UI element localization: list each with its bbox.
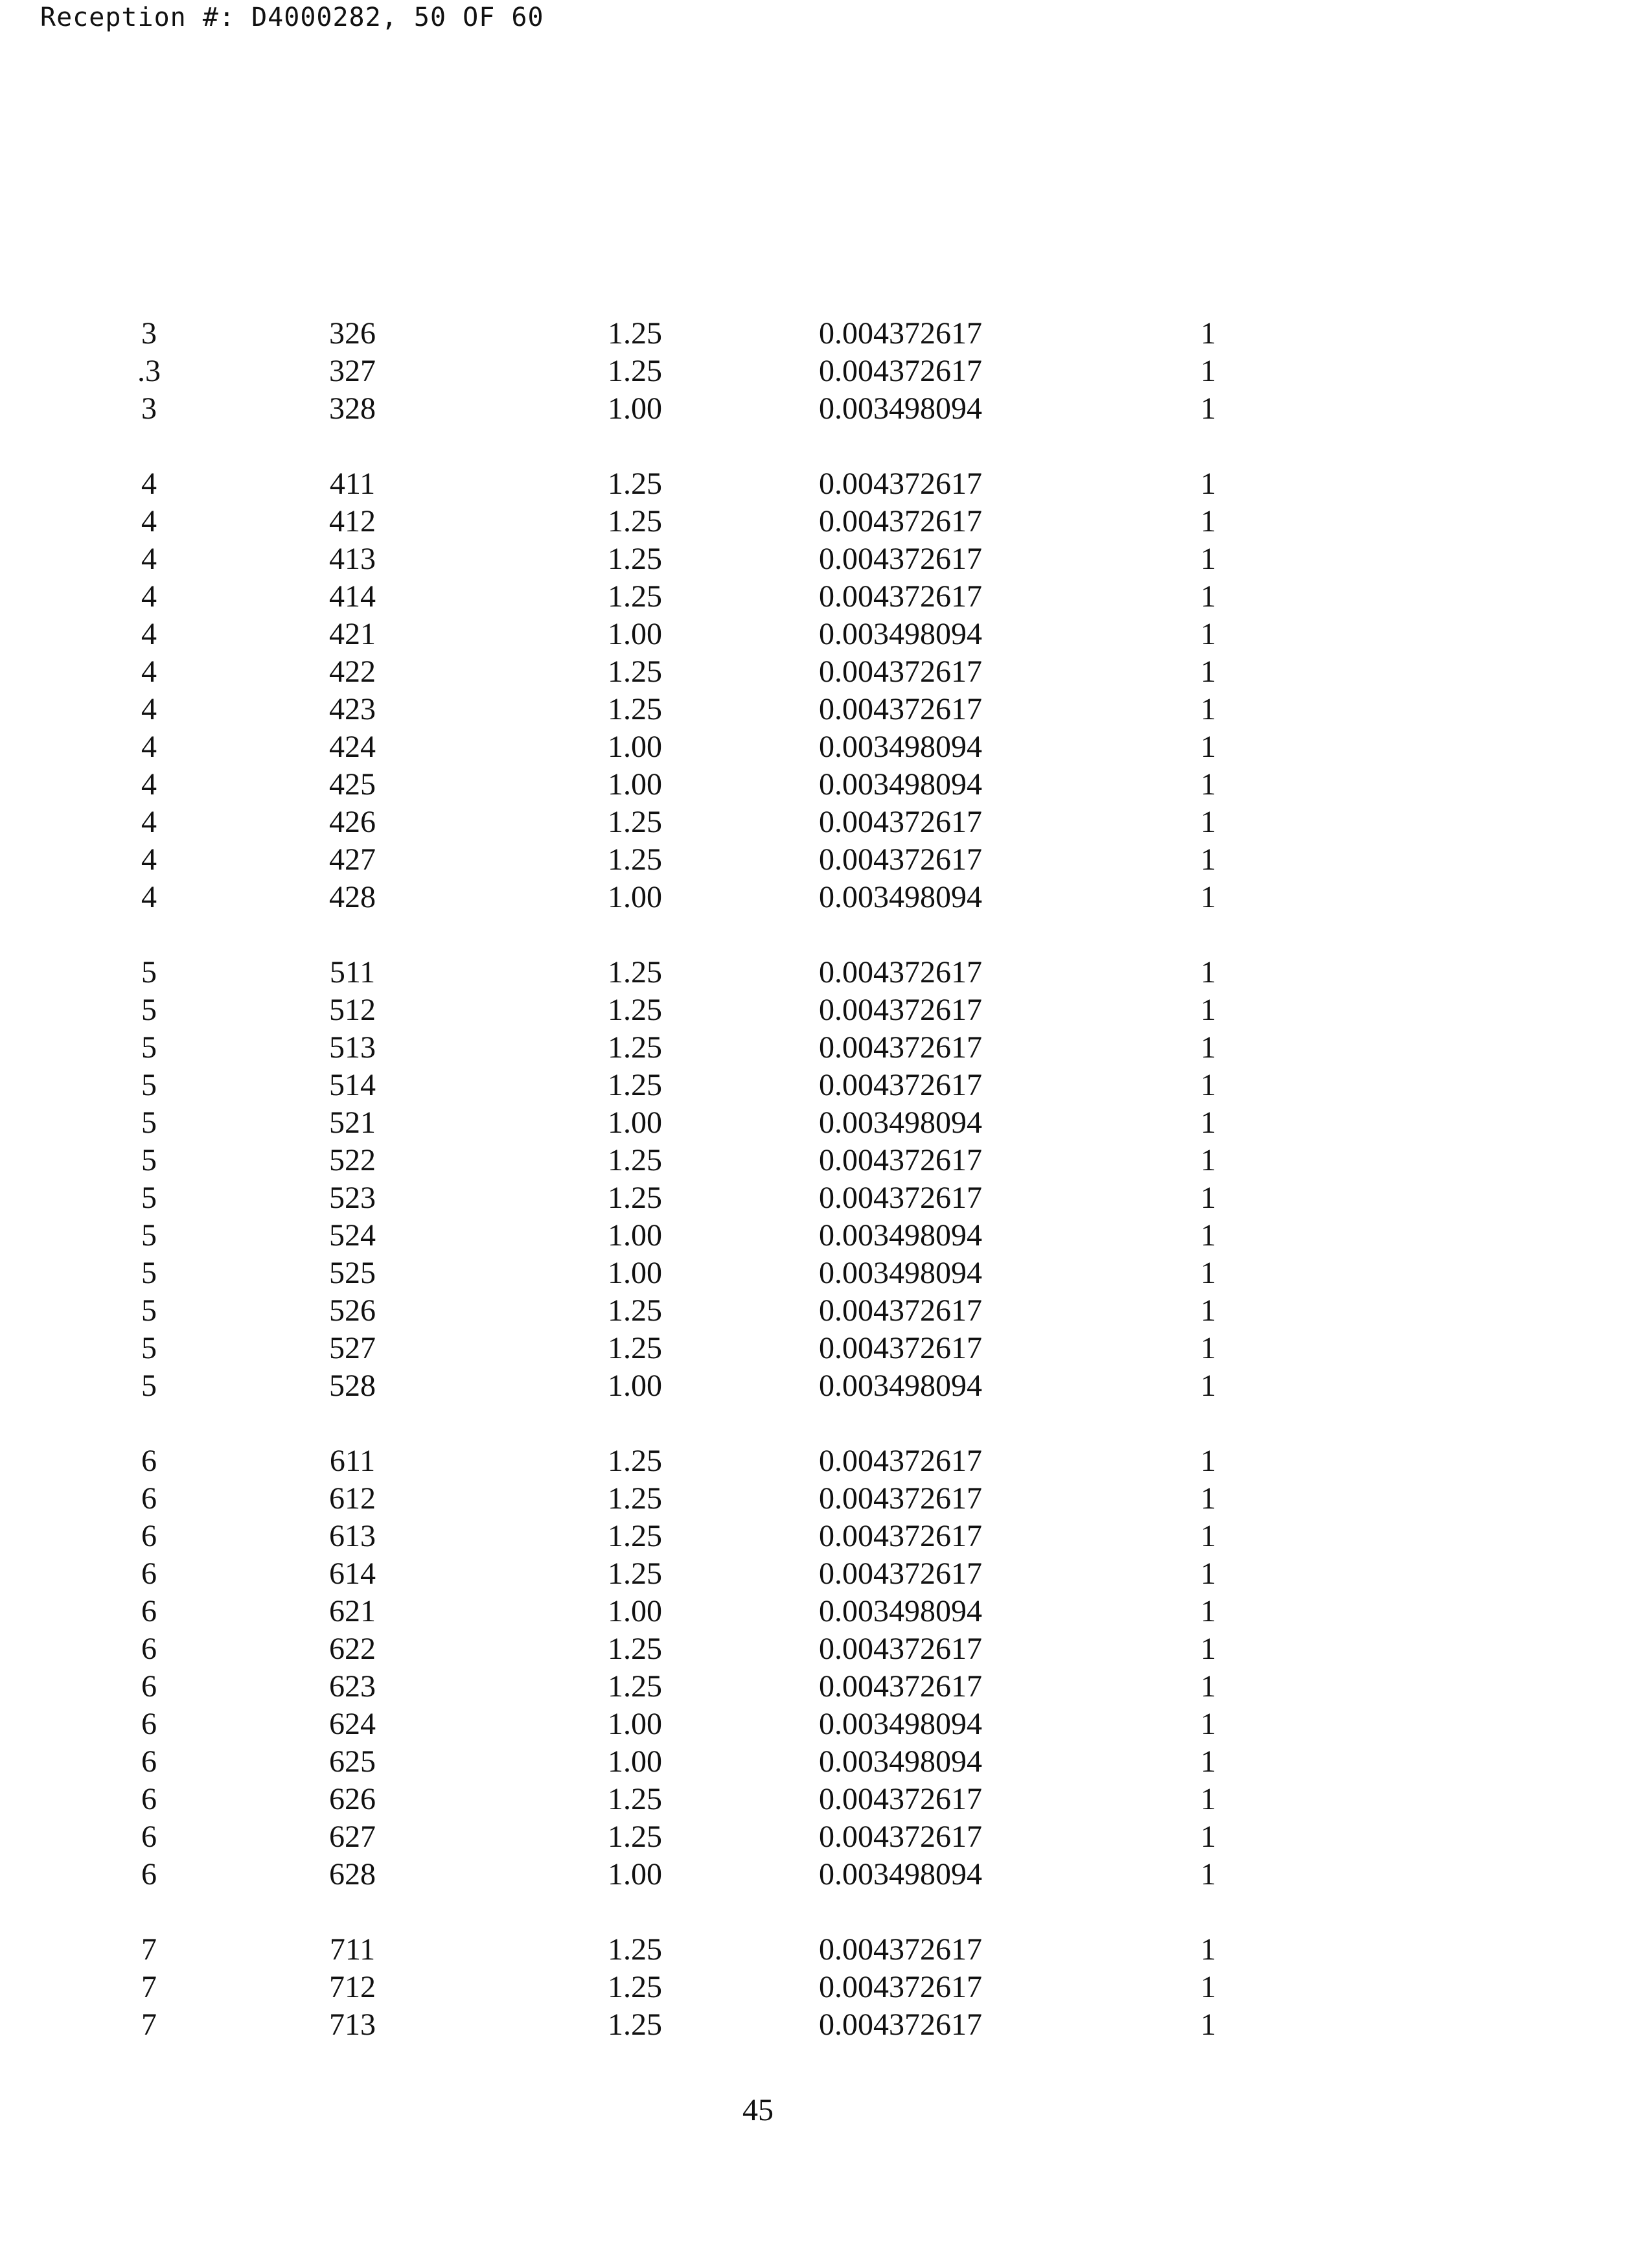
- group-cell: 4: [141, 542, 157, 576]
- table-row: [0, 390, 1652, 428]
- count-cell: 1: [1200, 880, 1216, 914]
- value-cell: 0.004372617: [819, 467, 982, 501]
- table-row: [0, 1142, 1652, 1179]
- id-cell: 621: [329, 1594, 376, 1628]
- group-cell: 4: [141, 654, 157, 689]
- id-cell: 326: [329, 316, 376, 351]
- id-cell: 524: [329, 1218, 376, 1253]
- table-row: [0, 991, 1652, 1029]
- group-cell: 7: [141, 1970, 157, 2004]
- value-cell: 0.003498094: [819, 880, 982, 914]
- id-cell: 625: [329, 1744, 376, 1779]
- group-cell: 4: [141, 504, 157, 538]
- id-cell: 527: [329, 1331, 376, 1365]
- group-cell: 5: [141, 1068, 157, 1102]
- factor-cell: 1.25: [608, 1181, 662, 1215]
- factor-cell: 1.00: [608, 1369, 662, 1403]
- count-cell: 1: [1200, 1932, 1216, 1967]
- id-cell: 626: [329, 1782, 376, 1816]
- table-row: [0, 766, 1652, 804]
- value-cell: 0.004372617: [819, 1556, 982, 1591]
- factor-cell: 1.25: [608, 504, 662, 538]
- value-cell: 0.004372617: [819, 1970, 982, 2004]
- count-cell: 1: [1200, 542, 1216, 576]
- value-cell: 0.004372617: [819, 1820, 982, 1854]
- count-cell: 1: [1200, 1105, 1216, 1140]
- value-cell: 0.003498094: [819, 1369, 982, 1403]
- value-cell: 0.003498094: [819, 1594, 982, 1628]
- id-cell: 423: [329, 692, 376, 726]
- count-cell: 1: [1200, 730, 1216, 764]
- factor-cell: 1.25: [608, 354, 662, 388]
- factor-cell: 1.25: [608, 579, 662, 614]
- table-row: [0, 1856, 1652, 1893]
- group-cell: .3: [137, 354, 161, 388]
- table-row: [0, 1292, 1652, 1330]
- id-cell: 412: [329, 504, 376, 538]
- factor-cell: 1.25: [608, 1481, 662, 1516]
- table-row: [0, 315, 1652, 353]
- count-cell: 1: [1200, 579, 1216, 614]
- group-cell: 5: [141, 1256, 157, 1290]
- value-cell: 0.003498094: [819, 730, 982, 764]
- id-cell: 523: [329, 1181, 376, 1215]
- id-cell: 421: [329, 617, 376, 651]
- group-cell: 5: [141, 1181, 157, 1215]
- id-cell: 528: [329, 1369, 376, 1403]
- value-cell: 0.004372617: [819, 1932, 982, 1967]
- id-cell: 425: [329, 767, 376, 802]
- id-cell: 613: [329, 1519, 376, 1553]
- group-cell: 5: [141, 955, 157, 989]
- group-cell: 5: [141, 1331, 157, 1365]
- id-cell: 711: [329, 1932, 376, 1967]
- count-cell: 1: [1200, 1782, 1216, 1816]
- factor-cell: 1.25: [608, 1519, 662, 1553]
- factor-cell: 1.00: [608, 1707, 662, 1741]
- group-cell: 6: [141, 1632, 157, 1666]
- value-cell: 0.004372617: [819, 955, 982, 989]
- group-cell: 7: [141, 2007, 157, 2042]
- count-cell: 1: [1200, 955, 1216, 989]
- value-cell: 0.003498094: [819, 767, 982, 802]
- value-cell: 0.004372617: [819, 692, 982, 726]
- value-cell: 0.004372617: [819, 805, 982, 839]
- table-row: [0, 804, 1652, 841]
- count-cell: 1: [1200, 1481, 1216, 1516]
- table-row: [0, 616, 1652, 653]
- id-cell: 612: [329, 1481, 376, 1516]
- table-row: [0, 1480, 1652, 1518]
- factor-cell: 1.25: [608, 993, 662, 1027]
- group-cell: 5: [141, 993, 157, 1027]
- table-row: [0, 1067, 1652, 1104]
- table-row: [0, 1104, 1652, 1142]
- factor-cell: 1.25: [608, 316, 662, 351]
- id-cell: 522: [329, 1143, 376, 1177]
- id-cell: 511: [329, 955, 376, 989]
- group-cell: 4: [141, 617, 157, 651]
- factor-cell: 1.00: [608, 1744, 662, 1779]
- table-row: [0, 653, 1652, 691]
- count-cell: 1: [1200, 1068, 1216, 1102]
- count-cell: 1: [1200, 1369, 1216, 1403]
- count-cell: 1: [1200, 805, 1216, 839]
- count-cell: 1: [1200, 1030, 1216, 1065]
- value-cell: 0.004372617: [819, 1293, 982, 1328]
- value-cell: 0.004372617: [819, 1519, 982, 1553]
- count-cell: 1: [1200, 1519, 1216, 1553]
- value-cell: 0.004372617: [819, 654, 982, 689]
- value-cell: 0.003498094: [819, 391, 982, 426]
- count-cell: 1: [1200, 1707, 1216, 1741]
- count-cell: 1: [1200, 1256, 1216, 1290]
- count-cell: 1: [1200, 467, 1216, 501]
- factor-cell: 1.25: [608, 1632, 662, 1666]
- factor-cell: 1.00: [608, 1256, 662, 1290]
- group-cell: 4: [141, 842, 157, 877]
- group-cell: 4: [141, 805, 157, 839]
- value-cell: 0.004372617: [819, 842, 982, 877]
- table-row: [0, 503, 1652, 540]
- value-cell: 0.003498094: [819, 617, 982, 651]
- value-cell: 0.004372617: [819, 1481, 982, 1516]
- table-row: [0, 1367, 1652, 1405]
- group-cell: 6: [141, 1707, 157, 1741]
- value-cell: 0.004372617: [819, 1782, 982, 1816]
- group-cell: 6: [141, 1444, 157, 1478]
- id-cell: 623: [329, 1669, 376, 1704]
- group-cell: 6: [141, 1519, 157, 1553]
- factor-cell: 1.25: [608, 654, 662, 689]
- id-cell: 512: [329, 993, 376, 1027]
- group-cell: 7: [141, 1932, 157, 1967]
- group-cell: 5: [141, 1218, 157, 1253]
- factor-cell: 1.00: [608, 1857, 662, 1891]
- table-row: [0, 1029, 1652, 1067]
- factor-cell: 1.25: [608, 1444, 662, 1478]
- factor-cell: 1.25: [608, 1143, 662, 1177]
- value-cell: 0.004372617: [819, 1331, 982, 1365]
- count-cell: 1: [1200, 354, 1216, 388]
- id-cell: 513: [329, 1030, 376, 1065]
- count-cell: 1: [1200, 1632, 1216, 1666]
- count-cell: 1: [1200, 1970, 1216, 2004]
- count-cell: 1: [1200, 1594, 1216, 1628]
- table-row: [0, 578, 1652, 616]
- value-cell: 0.004372617: [819, 579, 982, 614]
- count-cell: 1: [1200, 842, 1216, 877]
- value-cell: 0.004372617: [819, 316, 982, 351]
- id-cell: 521: [329, 1105, 376, 1140]
- value-cell: 0.004372617: [819, 542, 982, 576]
- group-cell: 5: [141, 1030, 157, 1065]
- count-cell: 1: [1200, 767, 1216, 802]
- count-cell: 1: [1200, 993, 1216, 1027]
- factor-cell: 1.00: [608, 880, 662, 914]
- count-cell: 1: [1200, 2007, 1216, 2042]
- group-cell: 6: [141, 1744, 157, 1779]
- group-cell: 4: [141, 767, 157, 802]
- value-cell: 0.003498094: [819, 1256, 982, 1290]
- id-cell: 526: [329, 1293, 376, 1328]
- group-cell: 5: [141, 1143, 157, 1177]
- factor-cell: 1.25: [608, 842, 662, 877]
- id-cell: 327: [329, 354, 376, 388]
- table-row: [0, 1555, 1652, 1593]
- group-cell: 6: [141, 1556, 157, 1591]
- count-cell: 1: [1200, 1218, 1216, 1253]
- value-cell: 0.004372617: [819, 2007, 982, 2042]
- id-cell: 422: [329, 654, 376, 689]
- id-cell: 624: [329, 1707, 376, 1741]
- factor-cell: 1.00: [608, 617, 662, 651]
- id-cell: 628: [329, 1857, 376, 1891]
- id-cell: 328: [329, 391, 376, 426]
- id-cell: 428: [329, 880, 376, 914]
- value-cell: 0.003498094: [819, 1218, 982, 1253]
- count-cell: 1: [1200, 1556, 1216, 1591]
- group-cell: 6: [141, 1857, 157, 1891]
- factor-cell: 1.25: [608, 1669, 662, 1704]
- value-cell: 0.004372617: [819, 1632, 982, 1666]
- table-row: [0, 540, 1652, 578]
- group-cell: 4: [141, 467, 157, 501]
- value-cell: 0.004372617: [819, 1143, 982, 1177]
- count-cell: 1: [1200, 391, 1216, 426]
- factor-cell: 1.25: [608, 1331, 662, 1365]
- group-cell: 3: [141, 391, 157, 426]
- table-row: [0, 1931, 1652, 1969]
- table-row: [0, 1706, 1652, 1743]
- value-cell: 0.004372617: [819, 1030, 982, 1065]
- table-row: [0, 465, 1652, 503]
- reception-number: Reception #: D4000282, 50 OF 60: [40, 3, 544, 32]
- table-row: [0, 1442, 1652, 1480]
- id-cell: 611: [329, 1444, 376, 1478]
- id-cell: 525: [329, 1256, 376, 1290]
- count-cell: 1: [1200, 692, 1216, 726]
- id-cell: 427: [329, 842, 376, 877]
- factor-cell: 1.00: [608, 391, 662, 426]
- table-row: [0, 691, 1652, 728]
- table-row: [0, 1593, 1652, 1630]
- count-cell: 1: [1200, 1820, 1216, 1854]
- factor-cell: 1.25: [608, 1782, 662, 1816]
- table-row: [0, 1179, 1652, 1217]
- value-cell: 0.004372617: [819, 504, 982, 538]
- group-cell: 5: [141, 1369, 157, 1403]
- count-cell: 1: [1200, 1181, 1216, 1215]
- factor-cell: 1.00: [608, 767, 662, 802]
- group-cell: 4: [141, 579, 157, 614]
- id-cell: 627: [329, 1820, 376, 1854]
- value-cell: 0.003498094: [819, 1105, 982, 1140]
- count-cell: 1: [1200, 1857, 1216, 1891]
- factor-cell: 1.25: [608, 805, 662, 839]
- id-cell: 713: [329, 2007, 376, 2042]
- id-cell: 411: [329, 467, 376, 501]
- factor-cell: 1.25: [608, 542, 662, 576]
- factor-cell: 1.25: [608, 692, 662, 726]
- factor-cell: 1.00: [608, 1218, 662, 1253]
- factor-cell: 1.25: [608, 1556, 662, 1591]
- table-row: [0, 1255, 1652, 1292]
- count-cell: 1: [1200, 504, 1216, 538]
- factor-cell: 1.00: [608, 730, 662, 764]
- factor-cell: 1.25: [608, 1293, 662, 1328]
- count-cell: 1: [1200, 1293, 1216, 1328]
- value-cell: 0.004372617: [819, 1444, 982, 1478]
- table-row: [0, 728, 1652, 766]
- page-number: 45: [742, 2093, 774, 2127]
- table-row: [0, 1330, 1652, 1367]
- table-row: [0, 841, 1652, 879]
- table-row: [0, 1969, 1652, 2006]
- table-row: [0, 1630, 1652, 1668]
- id-cell: 622: [329, 1632, 376, 1666]
- value-cell: 0.003498094: [819, 1707, 982, 1741]
- factor-cell: 1.00: [608, 1594, 662, 1628]
- factor-cell: 1.00: [608, 1105, 662, 1140]
- value-cell: 0.004372617: [819, 1669, 982, 1704]
- id-cell: 614: [329, 1556, 376, 1591]
- group-cell: 6: [141, 1820, 157, 1854]
- factor-cell: 1.25: [608, 955, 662, 989]
- group-cell: 5: [141, 1293, 157, 1328]
- id-cell: 424: [329, 730, 376, 764]
- count-cell: 1: [1200, 1744, 1216, 1779]
- count-cell: 1: [1200, 316, 1216, 351]
- factor-cell: 1.25: [608, 467, 662, 501]
- count-cell: 1: [1200, 1143, 1216, 1177]
- id-cell: 413: [329, 542, 376, 576]
- id-cell: 414: [329, 579, 376, 614]
- table-row: [0, 954, 1652, 991]
- id-cell: 426: [329, 805, 376, 839]
- group-cell: 6: [141, 1594, 157, 1628]
- value-cell: 0.004372617: [819, 1068, 982, 1102]
- table-row: [0, 879, 1652, 916]
- id-cell: 712: [329, 1970, 376, 2004]
- count-cell: 1: [1200, 617, 1216, 651]
- value-cell: 0.003498094: [819, 1857, 982, 1891]
- group-cell: 6: [141, 1782, 157, 1816]
- count-cell: 1: [1200, 654, 1216, 689]
- group-cell: 4: [141, 692, 157, 726]
- value-cell: 0.003498094: [819, 1744, 982, 1779]
- factor-cell: 1.25: [608, 1030, 662, 1065]
- group-cell: 5: [141, 1105, 157, 1140]
- count-cell: 1: [1200, 1331, 1216, 1365]
- group-cell: 6: [141, 1669, 157, 1704]
- table-row: [0, 2006, 1652, 2044]
- group-cell: 6: [141, 1481, 157, 1516]
- group-cell: 4: [141, 880, 157, 914]
- table-row: [0, 1518, 1652, 1555]
- value-cell: 0.004372617: [819, 993, 982, 1027]
- group-cell: 3: [141, 316, 157, 351]
- factor-cell: 1.25: [608, 2007, 662, 2042]
- group-cell: 4: [141, 730, 157, 764]
- table-row: [0, 1743, 1652, 1781]
- value-cell: 0.004372617: [819, 1181, 982, 1215]
- factor-cell: 1.25: [608, 1932, 662, 1967]
- table-row: [0, 353, 1652, 390]
- factor-cell: 1.25: [608, 1970, 662, 2004]
- count-cell: 1: [1200, 1444, 1216, 1478]
- table-row: [0, 1668, 1652, 1706]
- value-cell: 0.004372617: [819, 354, 982, 388]
- table-row: [0, 1818, 1652, 1856]
- id-cell: 514: [329, 1068, 376, 1102]
- table-row: [0, 1781, 1652, 1818]
- factor-cell: 1.25: [608, 1068, 662, 1102]
- count-cell: 1: [1200, 1669, 1216, 1704]
- table-row: [0, 1217, 1652, 1255]
- factor-cell: 1.25: [608, 1820, 662, 1854]
